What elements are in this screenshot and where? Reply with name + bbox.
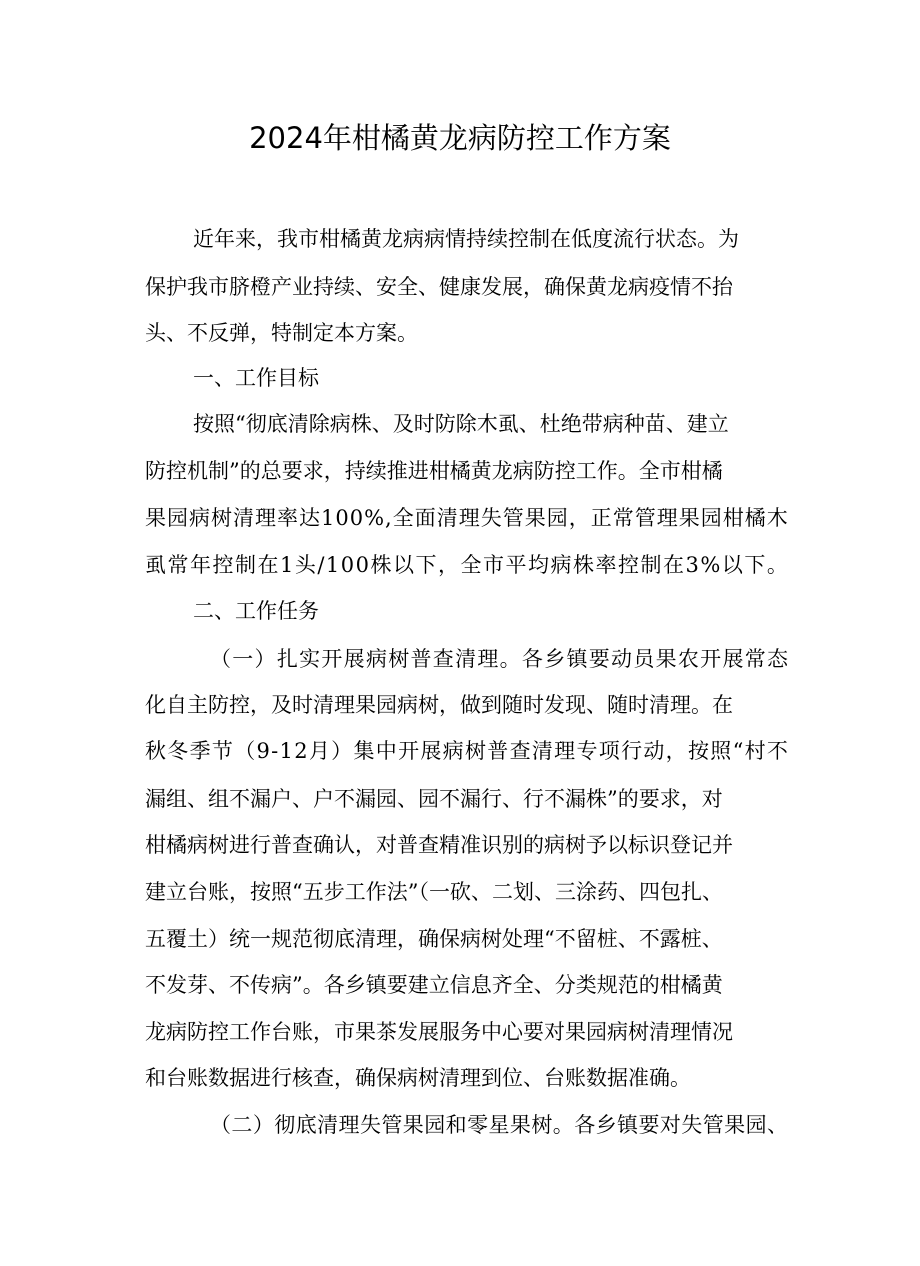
paragraph-line: 不发芽、不传病”。各乡镇要建立信息齐全、分类规范的柑橘黄	[145, 973, 723, 997]
subsection-line: （二）彻底清理失管果园和零星果树。各乡镇要对失管果园、	[210, 1113, 789, 1137]
document-title: 2024年柑橘黄龙病防控工作方案	[249, 121, 671, 155]
paragraph-line: 化自主防控，及时清理果园病树，做到随时发现、随时清理。在	[145, 693, 733, 717]
paragraph-line: 果园病树清理率达100%,全面清理失管果园，正常管理果园柑橘木	[145, 506, 789, 530]
paragraph-line: 近年来，我市柑橘黄龙病病情持续控制在低度流行状态。为	[193, 227, 739, 251]
subsection-line: （一）扎实开展病树普查清理。各乡镇要动员果农开展常态	[210, 647, 790, 671]
paragraph-line: 龙病防控工作台账，市果茶发展服务中心要对果园病树清理情况	[145, 1020, 733, 1044]
section-heading: 一、工作目标	[193, 366, 319, 390]
section-heading: 二、工作任务	[193, 599, 319, 623]
paragraph-line: 建立台账，按照“五步工作法”（一砍、二划、三涂药、四包扎、	[145, 880, 723, 904]
paragraph-line: 柑橘病树进行普查确认，对普查精准识别的病树予以标识登记并	[145, 833, 733, 857]
paragraph-line: 和台账数据进行核查，确保病树清理到位、台账数据准确。	[145, 1066, 691, 1090]
paragraph-line: 虱常年控制在1头/100株以下，全市平均病株率控制在3%以下。	[145, 553, 790, 577]
paragraph-line: 头、不反弹，特制定本方案。	[145, 321, 418, 345]
paragraph-line: 五覆土）统一规范彻底清理，确保病树处理“不留桩、不露桩、	[145, 927, 723, 951]
paragraph-line: 秋冬季节（9-12月）集中开展病树普查清理专项行动，按照“村不	[145, 739, 790, 763]
paragraph-line: 漏组、组不漏户、户不漏园、园不漏行、行不漏株”的要求，对	[145, 787, 723, 811]
paragraph-line: 按照“彻底清除病株、及时防除木虱、杜绝带病种苗、建立	[193, 412, 729, 436]
paragraph-line: 防控机制”的总要求，持续推进柑橘黄龙病防控工作。全市柑橘	[145, 459, 723, 483]
paragraph-line: 保护我市脐橙产业持续、安全、健康发展，确保黄龙病疫情不抬	[145, 275, 733, 299]
